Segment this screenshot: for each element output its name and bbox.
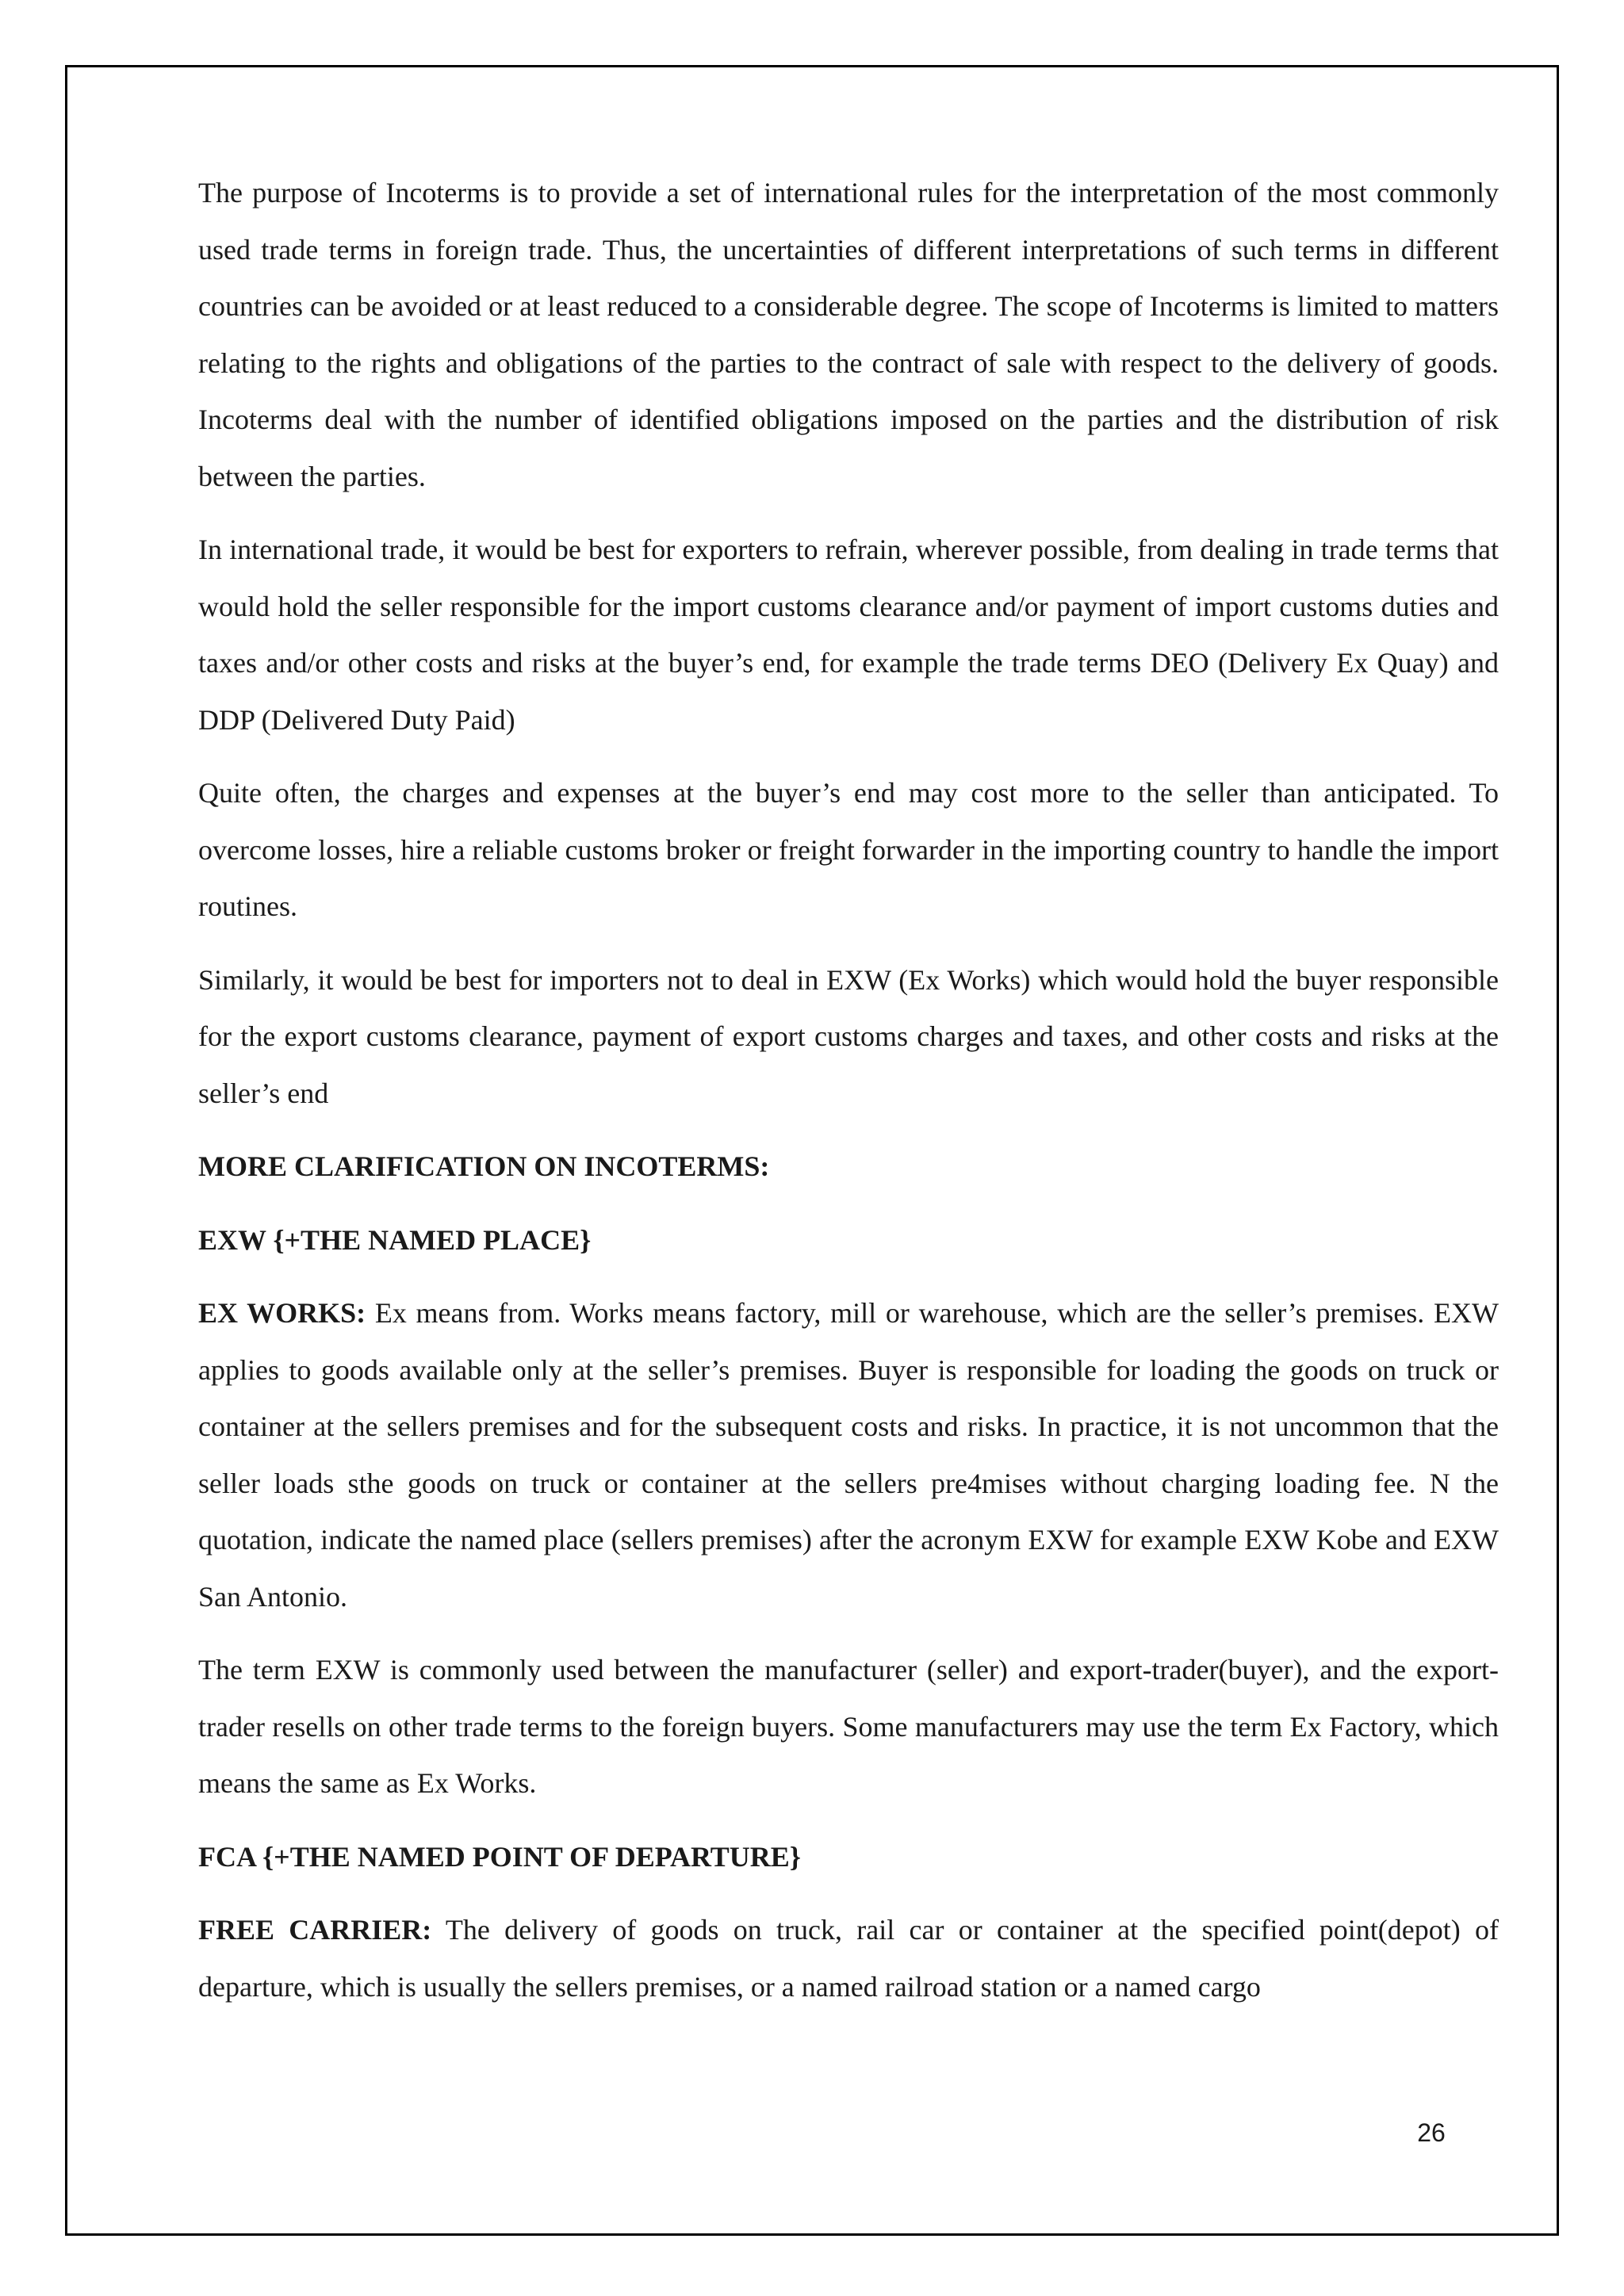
page-content — [198, 165, 1499, 2032]
ex-works-lead: EX WORKS: — [198, 1297, 366, 1329]
paragraph-exw-usage: The term EXW is commonly used between the manufacturer (seller) and export-trader(buyer), and the export-trader resells on other trade terms to the foreign buyers. Some manufacturers may use the term Ex Factory, which means the same as Ex Works. — [198, 1654, 1499, 1799]
heading-exw: EXW {+THE NAMED PLACE} — [198, 1223, 592, 1256]
free-carrier-text: The delivery of goods on truck, rail car or container at the specified point(depot) of departure, which is usually the sellers premises, or a named railroad station or a named cargo — [198, 1914, 1499, 2003]
free-carrier-lead: FREE CARRIER: — [198, 1914, 432, 1946]
ex-works-text: Ex means from. Works means factory, mill or warehouse, which are the seller’s premises. EXW applies to goods available only at the seller’s premises. Buyer is responsible for loading the goods on truck or container at the sellers premises and for the subsequent costs and risks. In practice, it is not uncommon that the seller loads sthe goods on truck or container at the sellers pre4mises without charging loading fee. N the quotation, indicate the named place (sellers premises) after the acronym EXW for example EXW Kobe and EXW San Antonio. — [198, 1297, 1499, 1613]
page-number: 26 — [1417, 2118, 1446, 2147]
paragraph-incoterms-purpose: The purpose of Incoterms is to provide a set of international rules for the interpretation of the most commonly used trade terms in foreign trade. Thus, the uncertainties of different interpretations of such terms in different countries can be avoided or at least reduced to a considerable degree. The scope of Incoterms is limited to matters relating to the rights and obligations of the parties to the contract of sale with respect to the delivery of goods. Incoterms deal with the number of identified obligations imposed on the parties and the distribution of risk between the parties. — [198, 177, 1499, 492]
heading-more-clarification: MORE CLARIFICATION ON INCOTERMS: — [198, 1150, 770, 1182]
paragraph-buyer-end-charges: Quite often, the charges and expenses at the buyer’s end may cost more to the seller than anticipated. To overcome losses, hire a reliable customs broker or freight forwarder in the importing country to handle the import routines. — [198, 777, 1499, 922]
paragraph-ex-works — [198, 1285, 1499, 1625]
heading-fca: FCA {+THE NAMED POINT OF DEPARTURE} — [198, 1840, 801, 1873]
paragraph-international-trade: In international trade, it would be best for exporters to refrain, wherever possible, from dealing in trade terms that would hold the seller responsible for the import customs clearance and/or payment of import customs duties and taxes and/or other costs and risks at the buyer’s end, for example the trade terms DEO (Delivery Ex Quay) and DDP (Delivered Duty Paid) — [198, 534, 1499, 736]
paragraph-importers-exw: Similarly, it would be best for importers not to deal in EXW (Ex Works) which would hold the buyer responsible for the export customs clearance, payment of export customs charges and taxes, and other costs and risks at the seller’s end — [198, 963, 1499, 1109]
paragraph-free-carrier — [198, 1902, 1499, 2015]
